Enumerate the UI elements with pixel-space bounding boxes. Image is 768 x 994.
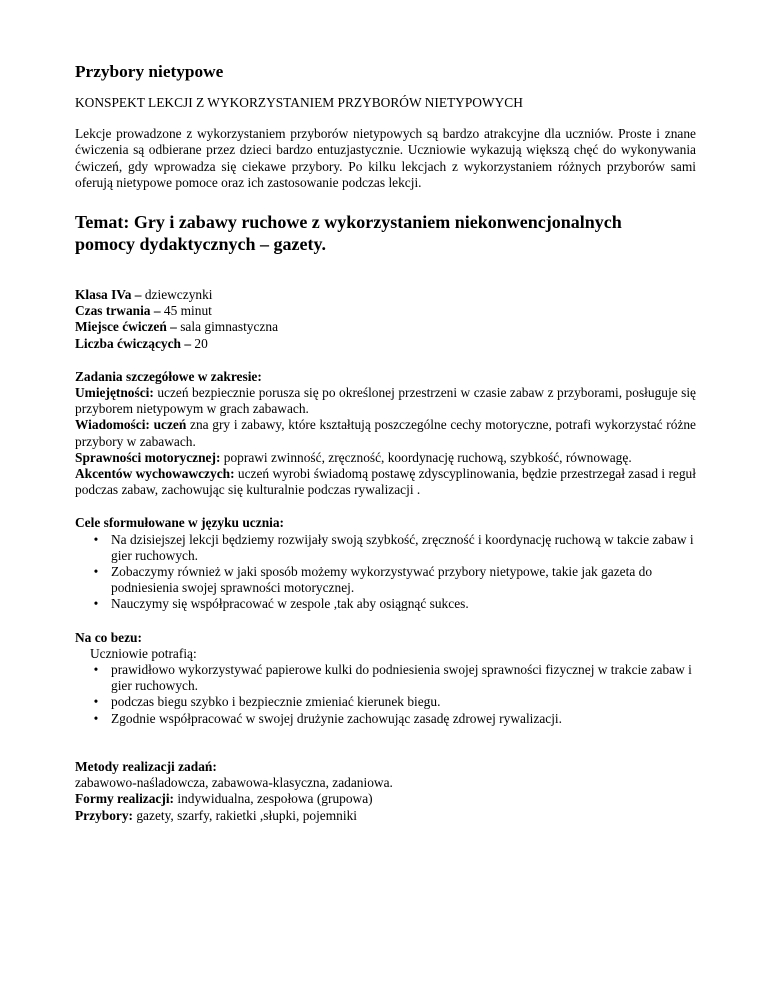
info-label: Liczba ćwiczących – xyxy=(75,335,192,351)
nacobezu-text: Zgodnie współpracować w swojej drużynie zachowując zasadę zdrowej rywalizacji. xyxy=(111,710,562,726)
task-text: uczeń bezpiecznie porusza się po określonej przestrzeni w czasie zabaw z przyborami, posługuje się przyborem nietypowym w grach zabawach. xyxy=(75,385,696,417)
tools-row xyxy=(75,808,696,824)
nacobezu-text: podczas biegu szybko i bezpiecznie zmieniać kierunek biegu. xyxy=(111,694,441,710)
info-row xyxy=(75,303,696,319)
bullet-icon: • xyxy=(93,694,99,710)
bullet-icon: • xyxy=(93,531,99,547)
task-text: uczeń wyrobi świadomą postawę zdyscyplinowania, będzie przestrzegał zasad i reguł podczas zabaw, zachowując się kulturalnie podczas rywalizacji . xyxy=(75,466,696,498)
nacobezu-text: prawidłowo wykorzystywać papierowe kulki do podniesienia swojej sprawności fizycznej w trakcie zabaw i gier ruchowych. xyxy=(111,662,692,694)
info-value: 45 minut xyxy=(160,303,212,319)
goals-heading: Cele sformułowane w języku ucznia: xyxy=(75,515,285,531)
methods-heading: Metody realizacji zadań: xyxy=(75,758,217,774)
lesson-info xyxy=(75,287,696,352)
task-label: Wiadomości: uczeń xyxy=(75,417,187,433)
lesson-topic-line1: Temat: Gry i zabawy ruchowe z wykorzystaniem niekonwencjonalnych xyxy=(75,212,622,233)
bullet-icon: • xyxy=(93,710,99,726)
task-text: zna gry i zabawy, które kształtują poszczególne cechy motoryczne, potrafi wykorzystać różne przybory w zabawach. xyxy=(75,417,696,449)
info-row xyxy=(75,336,696,352)
intro-paragraph: Lekcje prowadzone z wykorzystaniem przyborów nietypowych są bardzo atrakcyjne dla uczniów. Proste i znane ćwiczenia są odbierane przez dzieci bardzo entuzjastycznie. Uczniowie wykazują większą chęć do wykonywania ćwiczeń, gdy wprowadza się ciekawe przybory. Po kilku lekcjach z wykorzystaniem różnych przyborów sami oferują nietypowe pomoce oraz ich zastosowanie podczas lekcji. xyxy=(75,126,696,190)
lesson-topic xyxy=(75,211,696,255)
info-row xyxy=(75,319,696,335)
methods-section xyxy=(75,759,696,824)
info-value: dziewczynki xyxy=(141,287,213,303)
list-item xyxy=(75,532,696,564)
list-item xyxy=(75,662,696,694)
task-label: Umiejętności: xyxy=(75,385,154,401)
info-value: 20 xyxy=(191,335,208,351)
list-item xyxy=(75,564,696,596)
goal-text: Na dzisiejszej lekcji będziemy rozwijały swoją szybkość, zręczność i koordynację ruchową w takcie zabaw i gier ruchowych. xyxy=(111,531,694,563)
bullet-icon: • xyxy=(93,564,99,580)
tasks-heading: Zadania szczegółowe w zakresie: xyxy=(75,368,262,384)
list-item xyxy=(75,596,696,612)
nacobezu-lead: Uczniowie potrafią: xyxy=(90,645,197,661)
info-value: sala gimnastyczna xyxy=(176,319,279,335)
goals-section xyxy=(75,515,696,612)
task-item xyxy=(75,417,696,449)
list-item xyxy=(75,711,696,727)
info-label: Klasa IVa – xyxy=(75,287,142,303)
forms-label: Formy realizacji: xyxy=(75,791,175,807)
document-subtitle: KONSPEKT LEKCJI Z WYKORZYSTANIEM PRZYBORÓW NIETYPOWYCH xyxy=(75,95,523,110)
tools-label: Przybory: xyxy=(75,807,134,823)
bullet-icon: • xyxy=(93,596,99,612)
goal-text: Zobaczymy również w jaki sposób możemy wykorzystywać przybory nietypowe, takie jak gazeta do podniesienia swojej sprawności motorycznej. xyxy=(111,564,653,596)
info-label: Miejsce ćwiczeń – xyxy=(75,319,177,335)
nacobezu-section xyxy=(75,630,696,727)
document-title: Przybory nietypowe xyxy=(75,62,224,81)
task-item xyxy=(75,450,696,466)
nacobezu-list xyxy=(75,662,696,727)
goals-list xyxy=(75,532,696,613)
task-item xyxy=(75,385,696,417)
methods-value: zabawowo-naśladowcza, zabawowa-klasyczna, zadaniowa. xyxy=(75,775,393,791)
goal-text: Nauczymy się współpracować w zespole ,tak aby osiągnąć sukces. xyxy=(111,596,469,612)
forms-row xyxy=(75,791,696,807)
task-text: poprawi zwinność, zręczność, koordynację ruchową, szybkość, równowagę. xyxy=(220,449,632,465)
list-item xyxy=(75,694,696,710)
tools-value: gazety, szarfy, rakietki ,słupki, pojemniki xyxy=(133,807,357,823)
info-row xyxy=(75,287,696,303)
forms-value: indywidualna, zespołowa (grupowa) xyxy=(174,791,373,807)
nacobezu-heading: Na co bezu: xyxy=(75,629,142,645)
task-label: Akcentów wychowawczych: xyxy=(75,466,235,482)
bullet-icon: • xyxy=(93,662,99,678)
task-item xyxy=(75,466,696,498)
lesson-topic-line2: pomocy dydaktycznych – gazety. xyxy=(75,234,326,255)
info-label: Czas trwania – xyxy=(75,303,161,319)
task-label: Sprawności motorycznej: xyxy=(75,449,221,465)
tasks-section xyxy=(75,369,696,499)
